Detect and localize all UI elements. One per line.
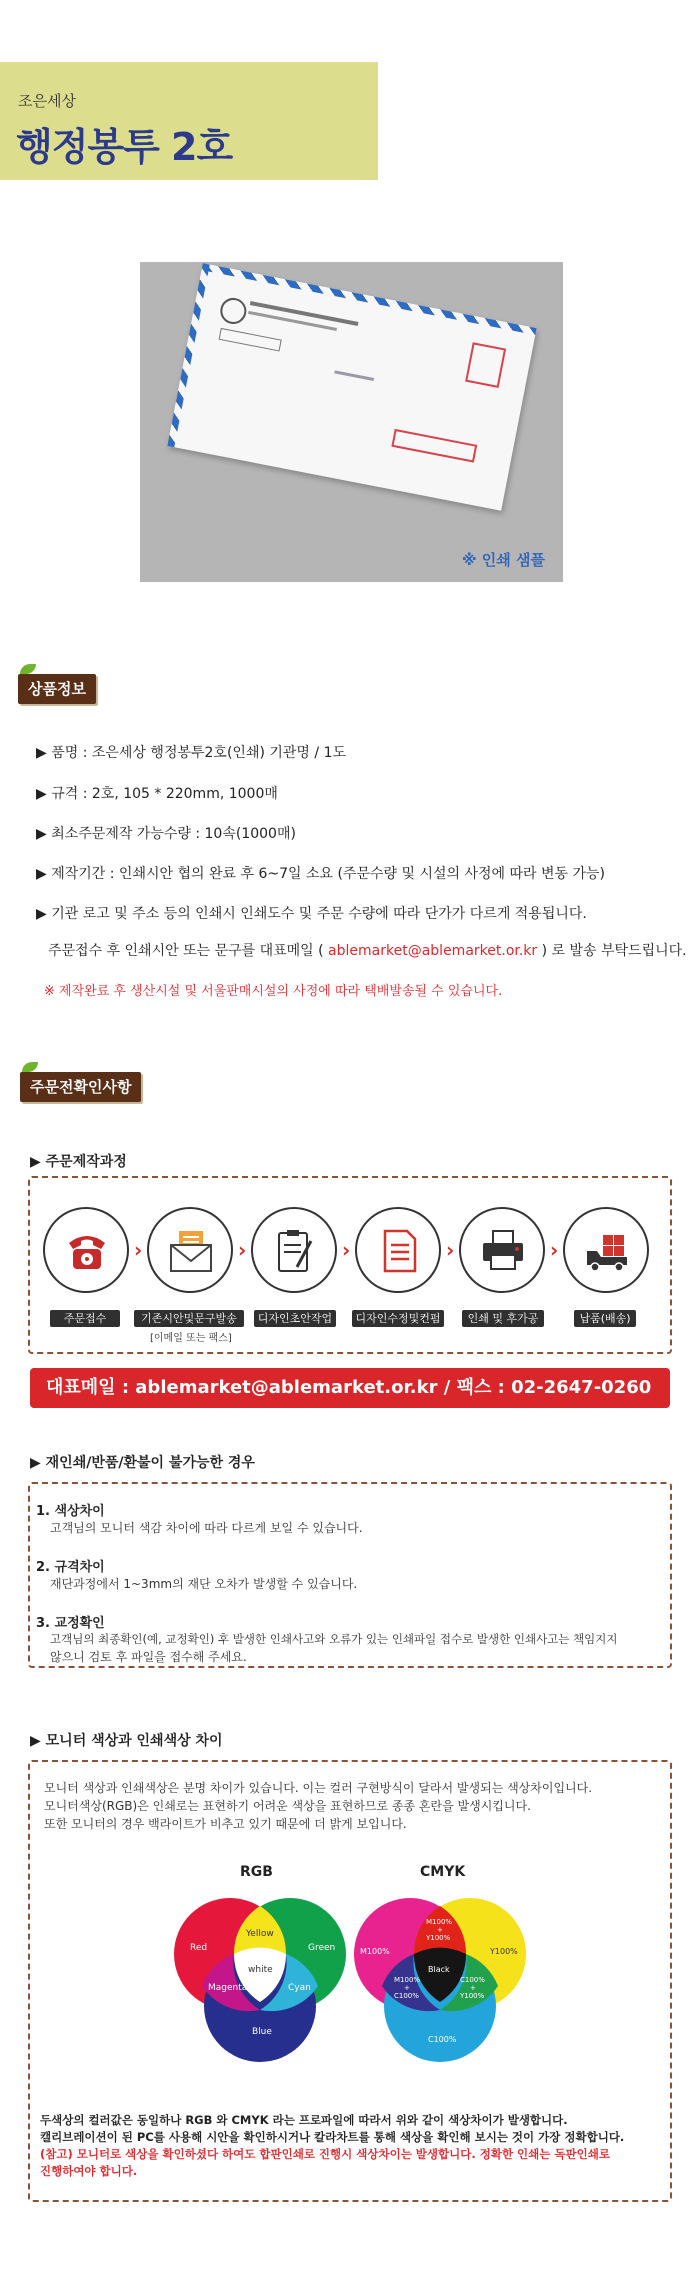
printer-icon — [479, 1227, 527, 1275]
envelope-icon — [167, 1227, 215, 1275]
chevron-right-icon: › — [134, 1238, 143, 1262]
rgb-blue-label: Blue — [252, 2027, 272, 2037]
stamp-box — [465, 342, 506, 388]
document-icon — [375, 1227, 423, 1275]
info-mail-line: 주문접수 후 인쇄시안 또는 문구를 대표메일 ( ablemarket@ablemarket.or.kr ) 로 발송 부탁드립니다. — [48, 943, 687, 959]
page-title: 행정봉투 2호 — [16, 125, 233, 169]
item-body: 않으니 검토 후 파일을 접수해 주세요. — [50, 1650, 247, 1664]
item-head: 1. 색상차이 — [36, 1504, 105, 1519]
cmyk-c-label: C100% — [428, 2035, 457, 2044]
cmyk-diagram — [340, 1884, 540, 2084]
rgb-yellow-label: Yellow — [246, 1929, 274, 1939]
step-delivery — [562, 1207, 650, 1293]
item-head: 3. 교정확인 — [36, 1616, 105, 1631]
chevron-right-icon: › — [342, 1238, 351, 1262]
item-head: 2. 규격차이 — [36, 1560, 105, 1575]
step-sub-label: [이메일 또는 팩스] — [150, 1333, 232, 1344]
rgb-red-label: Red — [190, 1943, 208, 1953]
contact-banner: 대표메일 : ablemarket@ablemarket.or.kr / 팩스 : 02-2647-0260 — [30, 1368, 670, 1408]
step-label: 인쇄 및 후가공 — [462, 1310, 544, 1327]
rgb-title: RGB — [240, 1864, 273, 1880]
cmyk-cy-label: C100% + Y100% — [460, 1976, 485, 2000]
photo-caption: ※ 인쇄 샘플 — [462, 551, 545, 569]
step-label: 디자인수정및컨펌 — [352, 1310, 444, 1327]
process-title: ▶ 주문제작과정 — [30, 1154, 127, 1170]
clipboard-icon — [271, 1227, 319, 1275]
product-photo — [140, 262, 563, 582]
step-label: 디자인초안작업 — [254, 1310, 336, 1327]
rgb-diagram — [160, 1884, 360, 2084]
chevron-right-icon: › — [446, 1238, 455, 1262]
cmyk-black-label: Black — [428, 1965, 450, 1974]
chevron-right-icon: › — [238, 1238, 247, 1262]
step-label: 주문접수 — [50, 1310, 120, 1327]
step-design-draft — [250, 1207, 338, 1293]
rgb-cyan-label: Cyan — [288, 1983, 311, 1993]
color-diff-title: ▶ 모니터 색상과 인쇄색상 차이 — [30, 1733, 223, 1749]
rgb-white-label: white — [248, 1965, 273, 1975]
step-send-draft — [146, 1207, 234, 1293]
info-lead-time: ▶ 제작기간 : 인쇄시안 협의 완료 후 6~7일 소요 (주문수량 및 시설의 사정에 따라 변동 가능) — [36, 866, 605, 882]
step-design-confirm — [354, 1207, 442, 1293]
mail-link[interactable]: ablemarket@ablemarket.or.kr — [323, 943, 542, 959]
cmyk-my-label: M100% + Y100% — [426, 1918, 453, 1942]
cmyk-y-label: Y100% — [490, 1947, 518, 1956]
intro-line: 모니터색상(RGB)은 인쇄로는 표현하기 어려운 색상을 표현하므로 종종 혼란을 발생시킵니다. — [44, 1799, 531, 1813]
info-pricing: ▶ 기관 로고 및 주소 등의 인쇄시 인쇄도수 및 주문 수량에 따라 단가가 다르게 적용됩니다. — [36, 906, 587, 922]
item-body: 고객님의 최종확인(예, 교정확인) 후 발생한 인쇄사고와 오류가 있는 인쇄파일 접수로 발생한 인쇄사고는 책임지지 — [50, 1632, 618, 1646]
chevron-right-icon: › — [550, 1238, 559, 1262]
warning-line: 진행하여야 합니다. — [40, 2164, 138, 2178]
section-label-order-check: 주문전확인사항 — [20, 1072, 141, 1102]
zip-boxes — [219, 328, 282, 352]
outro-line: 두색상의 컬러값은 동일하나 RGB 와 CMYK 라는 프로파일에 따라서 위와 같이 색상차이가 발생합니다. — [40, 2113, 568, 2127]
logo-mark — [218, 296, 248, 326]
cmyk-mc-label: M100% + C100% — [394, 1976, 421, 2000]
truck-icon — [583, 1227, 631, 1275]
leaf-icon — [22, 1062, 38, 1072]
brand-name: 조은세상 — [18, 92, 76, 110]
leaf-icon — [20, 664, 36, 674]
envelope-illustration — [167, 263, 536, 510]
intro-line: 모니터 색상과 인쇄색상은 분명 차이가 있습니다. 이는 컬러 구현방식이 달라서 발생되는 색상차이입니다. — [44, 1781, 593, 1795]
no-return-title: ▶ 재인쇄/반품/환불이 불가능한 경우 — [30, 1455, 255, 1471]
cmyk-m-label: M100% — [360, 1947, 390, 1956]
item-body: 고객님의 모니터 색감 차이에 따라 다르게 보일 수 있습니다. — [50, 1521, 363, 1535]
step-label: 기존시안및문구발송 — [134, 1310, 244, 1327]
step-label: 납품(배송) — [574, 1310, 636, 1327]
intro-line: 또한 모니터의 경우 백라이트가 비추고 있기 때문에 더 밝게 보입니다. — [44, 1817, 407, 1831]
info-name: ▶ 품명 : 조은세상 행정봉투2호(인쇄) 기관명 / 1도 — [36, 745, 346, 761]
postal-code-boxes — [391, 429, 477, 463]
rgb-green-label: Green — [308, 1943, 336, 1953]
item-body: 재단과정에서 1~3mm의 재단 오차가 발생할 수 있습니다. — [50, 1577, 358, 1591]
info-size: ▶ 규격 : 2호, 105 * 220mm, 1000매 — [36, 786, 278, 802]
title-banner — [0, 62, 378, 180]
section-label-product-info: 상품정보 — [18, 674, 96, 704]
cmyk-title: CMYK — [420, 1864, 466, 1880]
warning-line: (참고) 모니터로 색상을 확인하셨다 하여도 합판인쇄로 진행시 색상차이는 발생합니다. 정확한 인쇄는 독판인쇄로 — [40, 2147, 610, 2161]
telephone-icon — [63, 1227, 111, 1275]
info-min-qty: ▶ 최소주문제작 가능수량 : 10속(1000매) — [36, 826, 296, 842]
step-printing — [458, 1207, 546, 1293]
outro-line: 캘리브레이션이 된 PC를 사용해 시안을 확인하시거나 칼라차트를 통해 색상을 확인해 보시는 것이 가장 정확합니다. — [40, 2130, 625, 2144]
rgb-magenta-label: Magenta — [208, 1983, 248, 1993]
step-order-received — [42, 1207, 130, 1293]
shipping-notice: ※ 제작완료 후 생산시설 및 서울판매시설의 사정에 따라 택배발송될 수 있습니다. — [44, 984, 503, 999]
